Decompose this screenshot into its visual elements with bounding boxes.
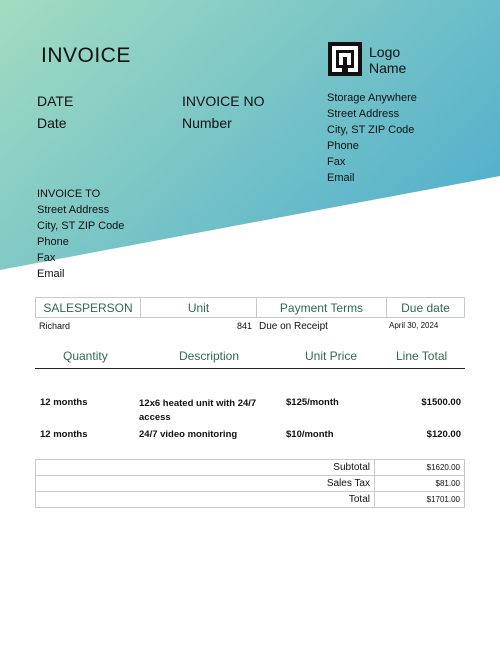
logo-name <box>369 44 406 76</box>
item-1-line-total: $1500.00 <box>421 397 461 408</box>
meta-header-row <box>36 298 465 318</box>
salesperson-header: SALESPERSON <box>36 298 141 318</box>
subtotal-row <box>36 460 465 476</box>
bill-to-city: City, ST ZIP Code <box>37 220 125 232</box>
payment-terms-value: Due on Receipt <box>259 321 328 332</box>
total-label: Total <box>36 492 375 508</box>
total-row <box>36 492 465 508</box>
bill-to-block <box>37 186 124 282</box>
bill-to-fax: Fax <box>37 252 56 264</box>
unit-price-header: Unit Price <box>305 349 358 363</box>
payment-terms-header: Payment Terms <box>257 298 387 318</box>
company-fax: Fax <box>327 156 346 168</box>
item-1-description: 12x6 heated unit with 24/7 access <box>139 398 257 423</box>
bill-to-email: Email <box>37 268 65 280</box>
quantity-header: Quantity <box>63 349 108 363</box>
item-2-line-total: $120.00 <box>426 429 461 440</box>
bill-to-heading: INVOICE TO <box>37 188 101 200</box>
item-2-description: 24/7 video monitoring <box>139 429 238 440</box>
subtotal-label: Subtotal <box>36 460 375 476</box>
unit-value: 841 <box>237 321 253 331</box>
company-street: Street Address <box>327 108 400 120</box>
company-city: City, ST ZIP Code <box>327 124 415 136</box>
bill-to-street: Street Address <box>37 204 110 216</box>
logo-line-1: Logo <box>369 44 401 60</box>
due-date-value: April 30, 2024 <box>389 321 439 330</box>
salesperson-value: Richard <box>39 321 71 331</box>
company-phone: Phone <box>327 140 359 152</box>
company-name: Storage Anywhere <box>327 92 417 104</box>
sales-tax-value: $81.00 <box>375 476 465 492</box>
meta-table <box>35 297 465 318</box>
sales-tax-row <box>36 476 465 492</box>
sales-tax-label: Sales Tax <box>36 476 375 492</box>
item-1-quantity: 12 months <box>40 397 88 408</box>
company-email: Email <box>327 172 355 184</box>
description-header: Description <box>179 349 240 363</box>
logo-line-2: Name <box>369 60 407 76</box>
item-2-unit-price: $10/month <box>286 429 334 440</box>
total-value: $1701.00 <box>375 492 465 508</box>
date-value: Date <box>37 115 67 131</box>
item-2-quantity: 12 months <box>40 429 88 440</box>
items-header-divider <box>35 368 465 369</box>
item-1-unit-price: $125/month <box>286 397 339 408</box>
unit-header: Unit <box>141 298 257 318</box>
line-total-header: Line Total <box>396 349 448 363</box>
due-date-header: Due date <box>387 298 465 318</box>
company-address-block <box>327 90 417 186</box>
invoice-title: INVOICE <box>41 44 131 67</box>
subtotal-value: $1620.00 <box>375 460 465 476</box>
date-label: DATE <box>37 93 74 109</box>
invoice-number-label: INVOICE NO <box>182 93 265 109</box>
maze-logo-icon <box>328 42 362 76</box>
bill-to-phone: Phone <box>37 236 69 248</box>
invoice-number-value: Number <box>182 115 232 131</box>
totals-table <box>35 459 465 508</box>
